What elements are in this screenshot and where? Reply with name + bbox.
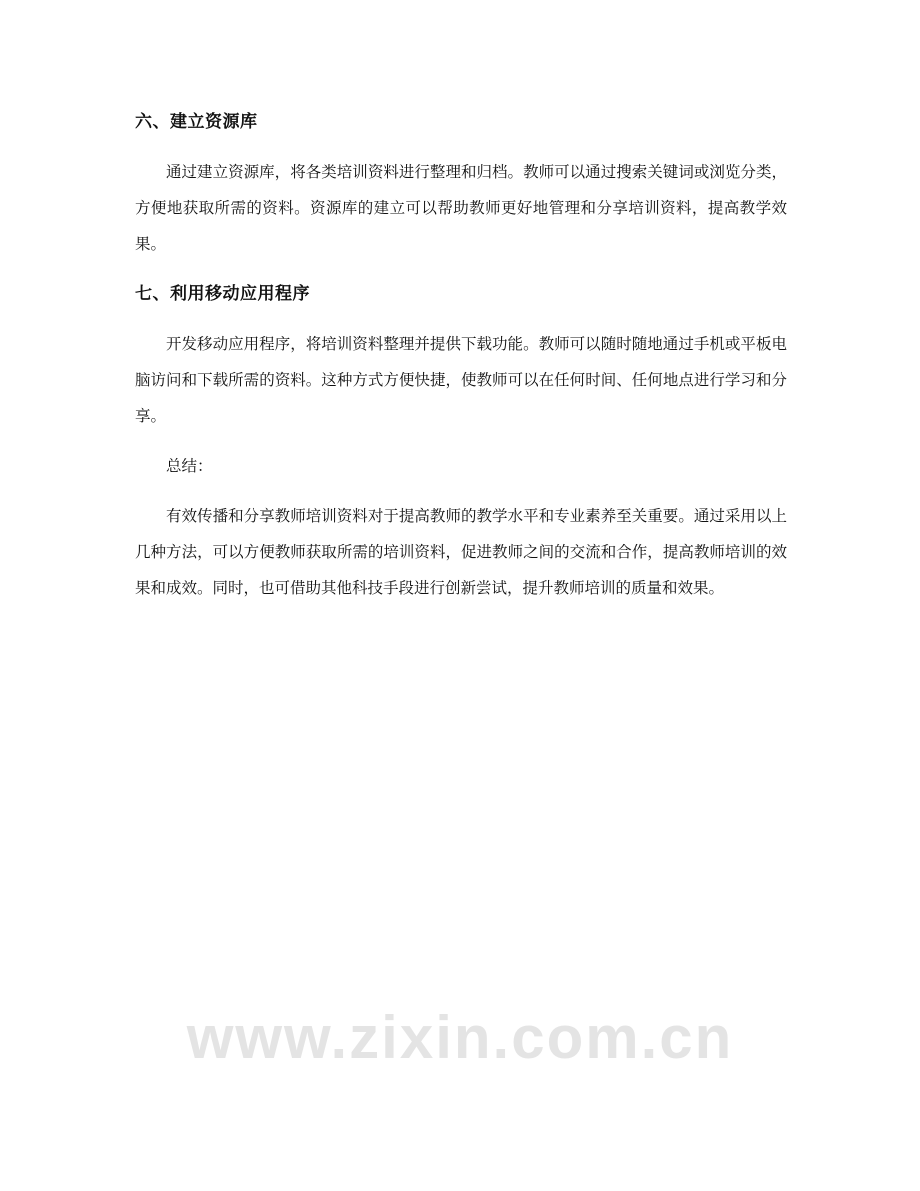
svg-text:www.zixin.com.cn: www.zixin.com.cn: [186, 1012, 734, 1071]
summary-label: 总结：: [166, 457, 213, 475]
summary-paragraph: 有效传播和分享教师培训资料对于提高教师的教学水平和专业素养至关重要。通过采用以上几种方法，可以方便教师获取所需的培训资料，促进教师之间的交流和合作，提高教师培训的效果和成效。同时，也可借助其他科技手段进行创新尝试，提升教师培训的质量和效果。: [135, 507, 787, 597]
watermark: [0, 1012, 920, 1072]
watermark-logo: [0, 1012, 920, 1072]
section-6-paragraph: 通过建立资源库，将各类培训资料进行整理和归档。教师可以通过搜索关键词或浏览分类，方便地获取所需的资料。资源库的建立可以帮助教师更好地管理和分享培训资料，提高教学效果。: [135, 163, 787, 253]
section-6-heading: 六、建立资源库: [135, 112, 258, 132]
document-content: [135, 104, 787, 606]
section-7-paragraph: 开发移动应用程序，将培训资料整理并提供下载功能。教师可以随时随地通过手机或平板电脑访问和下载所需的资料。这种方式方便快捷，使教师可以在任何时间、任何地点进行学习和分享。: [135, 335, 787, 425]
section-7-heading: 七、利用移动应用程序: [135, 284, 310, 304]
